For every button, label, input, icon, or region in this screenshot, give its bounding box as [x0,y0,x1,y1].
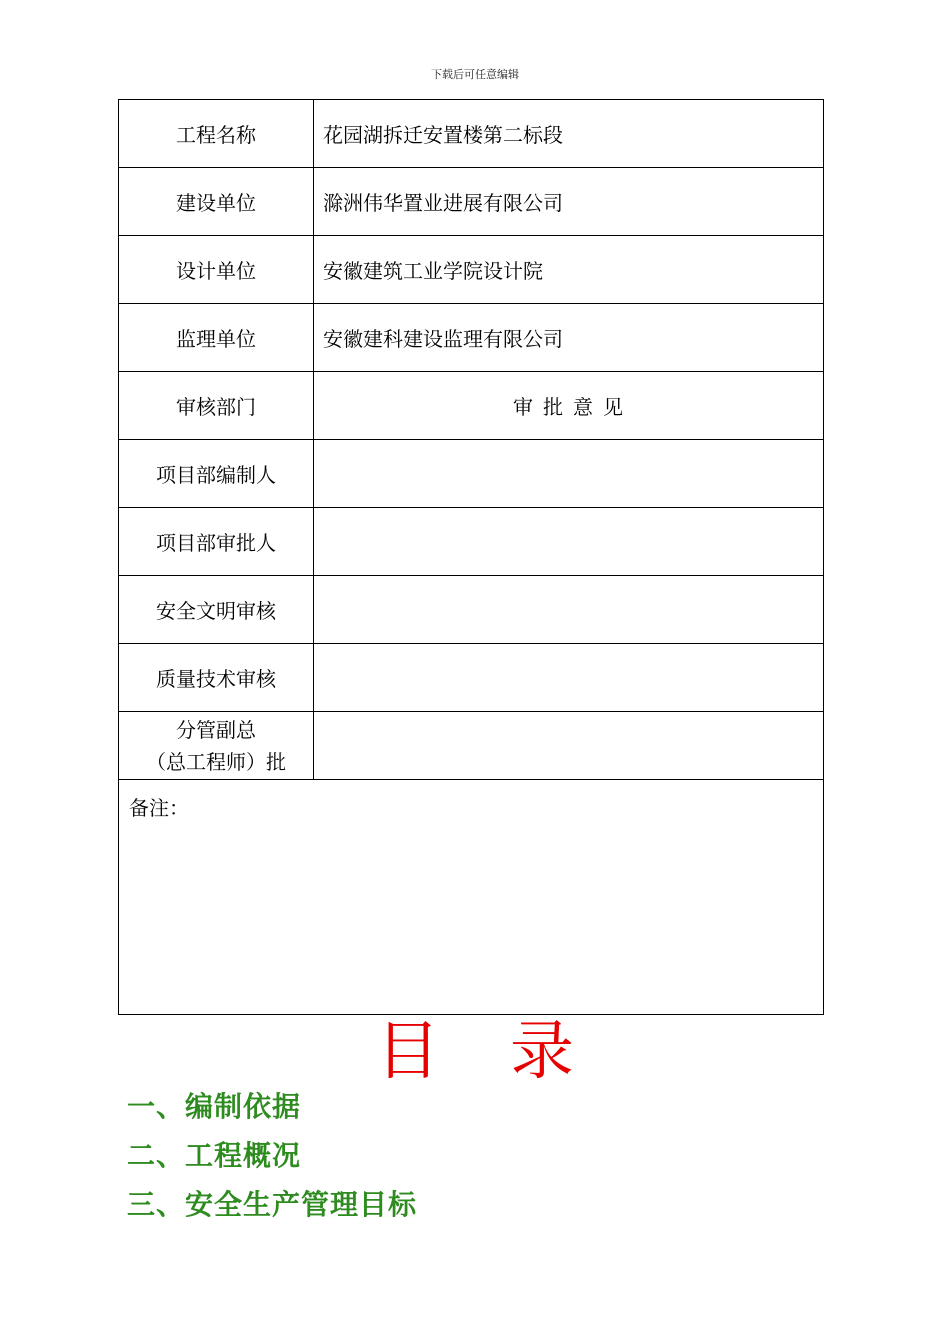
table-row-quality-review [119,644,824,712]
row-label: 审核部门 [119,372,314,440]
toc-item[interactable]: 二、工程概况 [127,1139,302,1172]
row-value-field[interactable] [314,576,824,644]
row-value-field[interactable] [314,440,824,508]
label-line-1: 分管副总 [176,717,256,742]
table-row-review-dept [119,372,824,440]
toc-item[interactable]: 一、编制依据 [127,1090,302,1123]
row-value: 花园湖拆迁安置楼第二标段 [314,100,824,168]
table-row-remarks [119,780,824,1015]
row-value: 安徽建科建设监理有限公司 [314,304,824,372]
label-line-2: （总工程师）批 [146,749,286,774]
table-row-supervision-unit [119,304,824,372]
table-row-project-name [119,100,824,168]
table-row-approver [119,508,824,576]
row-value-field[interactable] [314,508,824,576]
remarks-cell[interactable] [119,780,824,1015]
row-label: 项目部审批人 [119,508,314,576]
table-row-design-unit [119,236,824,304]
table-row-compiler [119,440,824,508]
row-label: 项目部编制人 [119,440,314,508]
row-value-field[interactable] [314,644,824,712]
row-label: 监理单位 [119,304,314,372]
row-value: 安徽建筑工业学院设计院 [314,236,824,304]
row-value-field[interactable] [314,712,824,780]
table-row-chief-engineer [119,712,824,780]
row-label: 质量技术审核 [119,644,314,712]
table-row-construction-unit [119,168,824,236]
approval-opinion-header: 审批意见 [314,372,824,440]
toc-title: 目录 [376,1015,644,1089]
header-note: 下载后可任意编辑 [431,68,519,81]
row-label-multiline [119,712,314,780]
row-label: 建设单位 [119,168,314,236]
row-label: 设计单位 [119,236,314,304]
approval-form-table [118,99,824,1015]
toc-item[interactable]: 三、安全生产管理目标 [127,1188,418,1221]
toc-list [127,1082,417,1229]
remarks-label: 备注： [129,796,189,820]
row-label: 安全文明审核 [119,576,314,644]
table-row-safety-review [119,576,824,644]
row-label: 工程名称 [119,100,314,168]
row-value: 滁洲伟华置业进展有限公司 [314,168,824,236]
